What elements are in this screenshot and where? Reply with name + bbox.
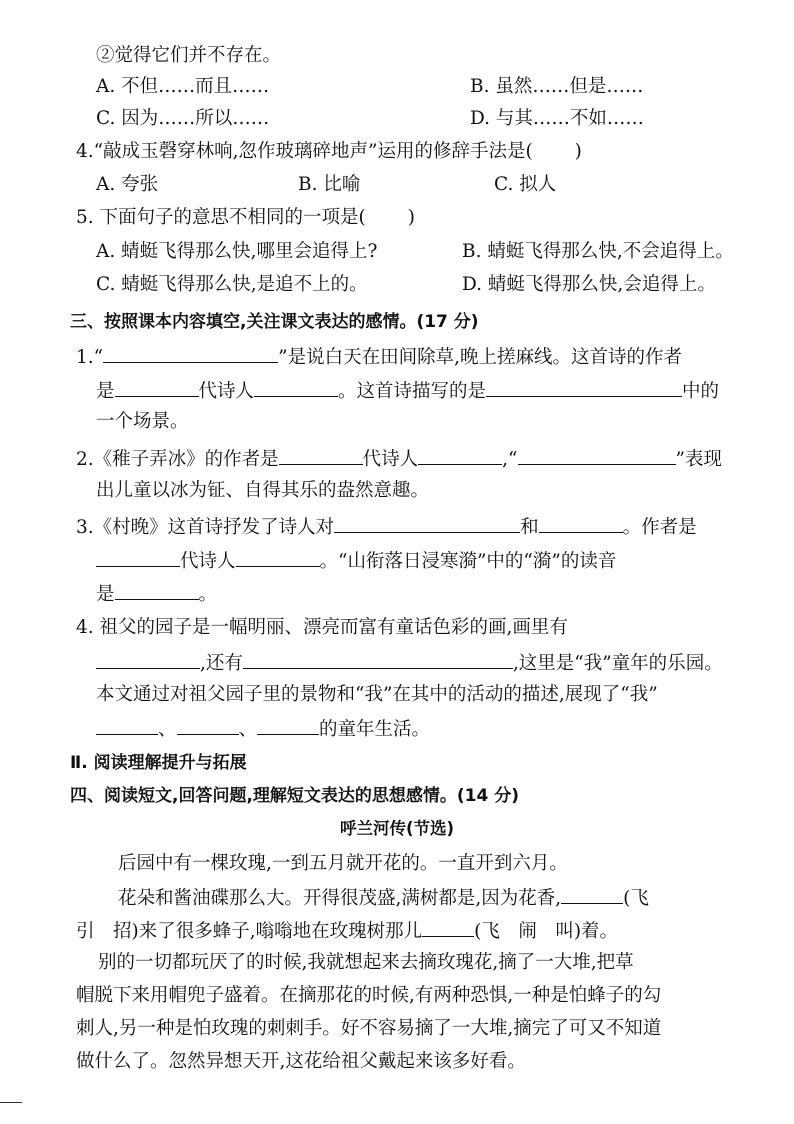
p2-text-b: (飞 [623,888,649,909]
s3-i3-text-g: 。 [198,584,218,605]
q3-choice-b: B. 虽然……但是…… [470,76,644,97]
s3-item-3-line-1 [76,514,697,540]
s3-item-4-line-2 [96,650,723,676]
s3-i1-blank-poem-line[interactable] [103,344,278,363]
s3-i3-text-d: 代诗人 [180,551,236,572]
q4-choice-c: C. 拟人 [494,174,557,195]
s3-i4-text-e: 、 [158,719,177,740]
passage-paragraph-1: 后园中有一棵玫瑰,一到五月就开花的。一直开到六月。 [118,853,568,874]
s3-i1-text-d: 代诗人 [198,381,255,402]
s3-i2-text-c: ,“ [502,449,518,470]
passage-paragraph-2-line-2 [76,918,618,944]
s3-item-1-line-1 [76,344,682,370]
s3-i4-text-g: 的童年生活。 [319,719,431,740]
s3-item-4-line-4 [96,716,430,742]
q5-stem [76,206,415,230]
s3-i2-text-b: 代诗人 [362,449,419,470]
passage-title: 呼兰河传(节选) [339,819,455,838]
s3-i3-text-f: 是 [96,584,115,605]
q4-choice-b: B. 比喻 [298,174,361,195]
s3-i4-blank-2[interactable] [243,650,513,669]
p2-text-c: 引 招)来了很多蜂子,嗡嗡地在玫瑰树那儿 [76,921,423,942]
section-3-heading: 三、按照课本内容填空,关注课文表达的感情。(17 分) [70,312,479,332]
s3-i3-blank-pronunciation[interactable] [115,581,199,600]
q5-choice-a: A. 蜻蜓飞得那么快,哪里会追得上? [96,241,378,262]
s3-i3-blank-dynasty[interactable] [96,548,180,567]
p2-text-d: (飞 闹 叫)着。 [474,921,619,942]
q4-stem-text: 4.“敲成玉磬穿林响,忽作玻璃碎地声”运用的修辞手法是( [76,141,533,162]
s3-i1-text-a: 1.“ [76,347,104,368]
q5-stem-text: 5. 下面句子的意思不相同的一项是( [76,207,366,228]
s3-i2-text-d: ”表现 [675,449,722,470]
s3-i2-text-a: 2.《稚子弄冰》的作者是 [76,449,279,470]
section-4-heading: 四、阅读短文,回答问题,理解短文表达的思想感情。(14 分) [70,786,520,806]
part-2-heading: Ⅱ. 阅读理解提升与拓展 [70,753,247,773]
p2-blank-1[interactable] [561,885,623,904]
s3-i1-blank-poet[interactable] [254,378,338,397]
passage-paragraph-3-line-2: 帽脱下来用帽兜子盛着。在摘那花的时候,有两种恐惧,一种是怕蜂子的勾 [76,985,662,1006]
page-edge-mark [0,1102,22,1103]
s3-i1-text-e: 。这首诗描写的是 [338,381,487,402]
q5-choice-c: C. 蜻蜓飞得那么快,是追不上的。 [96,274,368,295]
s3-item-2-line-1 [76,446,722,472]
s3-item-3-line-3 [96,581,217,607]
p2-text-a: 花朵和酱油碟那么大。开得很茂盛,满树都是,因为花香, [118,888,562,909]
s3-item-4-line-1: 4. 祖父的园子是一幅明丽、漂亮而富有童话色彩的画,画里有 [76,617,568,638]
s3-i4-text-c: ,这里是“我”童年的乐园。 [512,653,723,674]
s3-i1-blank-scene[interactable] [486,378,682,397]
s3-i3-text-a: 3.《村晚》这首诗抒发了诗人对 [76,517,335,538]
q3-choice-c: C. 因为……所以…… [96,108,270,129]
q4-stem [76,140,582,164]
s3-i4-text-f: 、 [238,719,258,740]
s3-i3-text-e: 。“山衔落日浸寒漪”中的“漪”的读音 [319,551,617,572]
s3-i4-blank-5[interactable] [257,716,319,735]
s3-i3-blank-poet[interactable] [236,548,320,567]
s3-i1-blank-dynasty[interactable] [115,378,199,397]
s3-item-1-line-3: 一个场景。 [96,411,189,432]
s3-i4-blank-3[interactable] [96,716,158,735]
s3-i2-blank-poet[interactable] [418,446,502,465]
s3-i4-text-b: ,还有 [200,653,243,674]
q4-choice-a: A. 夸张 [96,174,159,195]
q3-option-2: ②觉得它们并不存在。 [96,45,282,66]
q4-close-paren: ) [574,141,582,162]
s3-item-2-line-2: 出儿童以冰为钲、自得其乐的盎然意趣。 [96,480,430,501]
p2-blank-2[interactable] [422,918,474,937]
s3-item-1-line-2 [96,378,719,404]
s3-i2-blank-poem-line[interactable] [518,446,676,465]
s3-i4-blank-4[interactable] [177,716,239,735]
q5-choice-d: D. 蜻蜓飞得那么快,会追得上。 [462,274,716,295]
s3-i1-text-c: 是 [96,381,115,402]
q5-choice-b: B. 蜻蜓飞得那么快,不会追得上。 [462,241,734,262]
q3-choice-d: D. 与其……不如…… [470,108,644,129]
s3-i3-text-c: 。作者是 [622,517,697,538]
passage-paragraph-3-line-4: 做什么了。忽然异想天开,这花给祖父戴起来该多好看。 [76,1051,526,1072]
passage-paragraph-3-line-3: 刺人,另一种是怕玫瑰的刺刺手。好不容易摘了一大堆,摘完了可又不知道 [76,1018,662,1039]
s3-i1-text-f: 中的 [682,381,720,402]
q5-close-paren: ) [407,207,415,228]
passage-paragraph-3-line-1: 别的一切都玩厌了的时候,我就想起来去摘玫瑰花,摘了一大堆,把草 [98,952,634,973]
s3-i3-blank-feeling-1[interactable] [334,514,520,533]
q3-choice-a: A. 不但……而且…… [96,76,270,97]
s3-i4-blank-1[interactable] [96,650,200,669]
s3-i3-blank-feeling-2[interactable] [539,514,623,533]
s3-i3-text-b: 和 [520,517,539,538]
passage-paragraph-2-line-1 [118,885,649,911]
s3-i1-text-b: ”是说白天在田间除草,晚上搓麻线。这首诗的作者 [278,347,682,368]
s3-item-4-line-3: 本文通过对祖父园子里的景物和“我”在其中的活动的描述,展现了“我” [96,684,658,705]
s3-item-3-line-2 [96,548,616,574]
s3-i2-blank-dynasty[interactable] [279,446,363,465]
